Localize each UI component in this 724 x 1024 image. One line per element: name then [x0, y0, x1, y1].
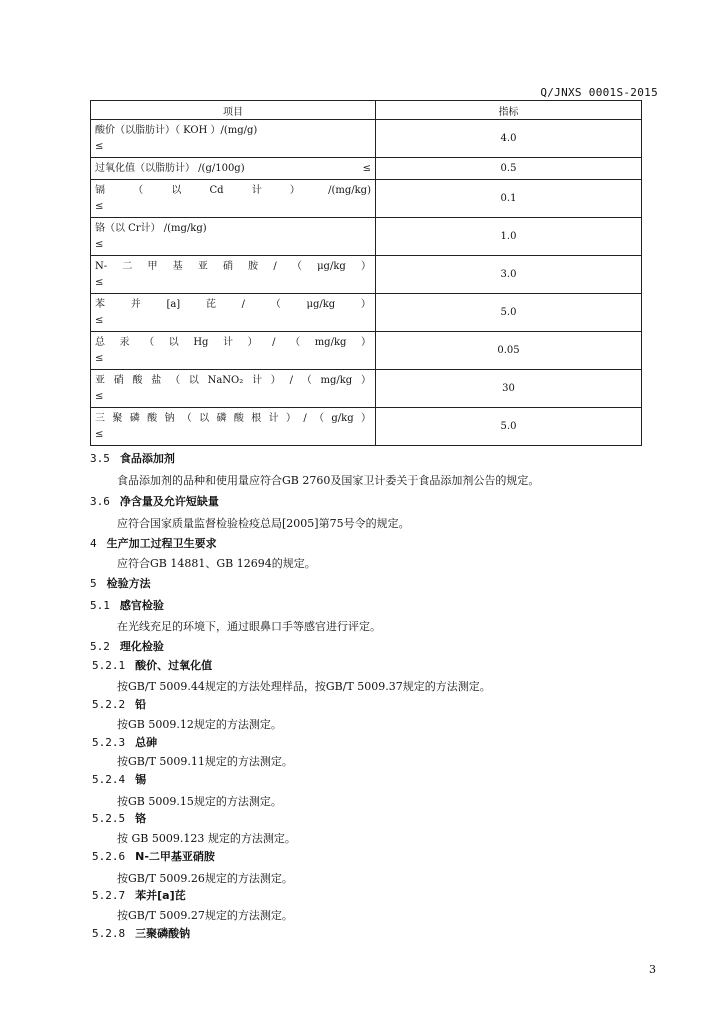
- section-number: 5.2.8: [92, 927, 126, 940]
- section-number: 5.2: [90, 640, 110, 653]
- header-item: 项目: [91, 101, 376, 120]
- item-name: [95, 335, 371, 351]
- less-equal-symbol: ≤: [95, 141, 104, 152]
- section-number: 3.5: [90, 452, 110, 465]
- item-name-part: 二: [122, 261, 133, 272]
- item-name-part: 以: [188, 375, 199, 386]
- item-name-part: ）: [360, 261, 371, 272]
- item-name-part: 亚: [95, 375, 105, 386]
- item-cell: [91, 180, 376, 218]
- table-row: [91, 408, 642, 446]
- item-name: [95, 297, 371, 313]
- item-name-part: 酸: [132, 375, 143, 386]
- value-cell: 0.1: [376, 180, 642, 218]
- item-name-part: 甲: [147, 261, 158, 272]
- item-name-part: 酸: [233, 413, 244, 424]
- section-title: 食品添加剂: [119, 452, 175, 465]
- section-title: 三聚磷酸钠: [135, 927, 191, 940]
- section-title: N-二甲基亚硝胺: [135, 850, 215, 863]
- item-name-part: μg/kg: [306, 299, 336, 310]
- paragraph: 按GB 5009.12规定的方法测定。: [117, 718, 282, 731]
- item-name-part: 基: [172, 261, 183, 272]
- item-name-part: 计: [268, 413, 279, 424]
- section-title: 生产加工过程卫生要求: [106, 537, 217, 550]
- item-name-part: ）: [360, 299, 371, 310]
- section-heading: [90, 450, 175, 466]
- item-name-part: μg/kg: [317, 261, 346, 272]
- section-title: 酸价、过氧化值: [135, 659, 213, 672]
- item-cell: [91, 218, 376, 256]
- section-heading: [92, 810, 146, 826]
- item-name-part: 硝: [113, 375, 124, 386]
- item-name-part: /(mg/kg): [328, 185, 371, 196]
- section-number: 5.2.7: [92, 889, 126, 902]
- item-cell: [91, 256, 376, 294]
- section-heading: [90, 575, 151, 591]
- item-name-part: 磷: [129, 413, 140, 424]
- table-body: [91, 120, 642, 446]
- paragraph: 按 GB 5009.123 规定的方法测定。: [117, 832, 296, 845]
- item-name-part: （: [133, 185, 144, 196]
- item-name-part: 汞: [119, 337, 130, 348]
- item-name-part: N-: [95, 261, 108, 272]
- item-name-part: ）: [361, 337, 371, 348]
- item-name-part: Hg: [193, 337, 209, 348]
- section-number: 5.2.6: [92, 850, 126, 863]
- paragraph: 在光线充足的环境下，通过眼鼻口手等感官进行评定。: [117, 620, 381, 633]
- section-number: 5: [90, 577, 97, 590]
- item-name-part: 总: [95, 337, 105, 348]
- section-heading: [92, 848, 215, 864]
- section-number: 3.6: [90, 495, 110, 508]
- table-row: [91, 180, 642, 218]
- paragraph: 按GB 5009.15规定的方法测定。: [117, 795, 282, 808]
- item-name-part: 胺: [248, 261, 259, 272]
- paragraph: 按GB/T 5009.26规定的方法测定。: [117, 872, 293, 885]
- item-name-part: ）: [289, 185, 300, 196]
- section-title: 净含量及允许短缺量: [119, 495, 219, 508]
- section-title: 总砷: [135, 736, 158, 749]
- item-cell: [91, 120, 376, 158]
- item-cell: [91, 332, 376, 370]
- item-name-part: [a]: [166, 299, 181, 310]
- section-number: 5.1: [90, 599, 110, 612]
- item-name: [95, 123, 371, 139]
- item-name-part: 磷: [216, 413, 227, 424]
- item-name-part: ）: [361, 413, 371, 424]
- item-name-part: ）: [360, 375, 371, 386]
- item-name-part: mg/kg: [320, 375, 353, 386]
- value-cell: 0.05: [376, 332, 642, 370]
- less-equal-symbol: ≤: [95, 239, 104, 250]
- paragraph: 食品添加剂的品种和使用量应符合GB 2760及国家卫计委关于食品添加剂公告的规定。: [117, 474, 540, 487]
- item-name-part: 芘: [205, 299, 216, 310]
- item-name-part: mg/kg: [314, 337, 347, 348]
- table-row: [91, 332, 642, 370]
- item-name-part: /: [241, 299, 246, 310]
- item-cell: [91, 408, 376, 446]
- item-name-part: Cd: [209, 185, 224, 196]
- section-heading: [90, 493, 219, 509]
- item-name: [95, 183, 371, 199]
- item-name: [95, 161, 371, 177]
- value-cell: 30: [376, 370, 642, 408]
- item-name-part: （: [314, 413, 325, 424]
- table-row: [91, 256, 642, 294]
- item-name-part: （: [144, 337, 155, 348]
- paragraph: 按GB/T 5009.27规定的方法测定。: [117, 909, 293, 922]
- section-heading: [90, 535, 217, 551]
- item-name-part: 以: [199, 413, 210, 424]
- item-name-part: 三: [95, 413, 105, 424]
- item-name-part: 钠: [164, 413, 175, 424]
- table-row: [91, 218, 642, 256]
- section-title: 理化检验: [119, 640, 164, 653]
- value-cell: 1.0: [376, 218, 642, 256]
- item-name: [95, 411, 371, 427]
- item-name: [95, 259, 371, 275]
- less-equal-symbol: ≤: [95, 277, 104, 288]
- value-cell: 4.0: [376, 120, 642, 158]
- paragraph: 应符合GB 14881、GB 12694的规定。: [117, 557, 316, 570]
- section-title: 检验方法: [106, 577, 151, 590]
- less-equal-symbol: ≤: [95, 429, 104, 440]
- item-name-part: 以: [168, 337, 179, 348]
- item-cell: [91, 370, 376, 408]
- value-cell: 0.5: [376, 158, 642, 180]
- item-name-part: ≤: [362, 163, 371, 174]
- value-cell: 5.0: [376, 294, 642, 332]
- item-name-part: ）: [270, 375, 281, 386]
- item-name-part: 盐: [151, 375, 162, 386]
- section-number: 5.2.3: [92, 736, 126, 749]
- section-heading: [90, 638, 164, 654]
- section-number: 4: [90, 537, 97, 550]
- item-name-part: /: [273, 261, 277, 272]
- less-equal-symbol: ≤: [95, 315, 104, 326]
- item-name-part: /: [303, 413, 307, 424]
- item-cell: [91, 158, 376, 180]
- spec-table: [90, 100, 642, 446]
- item-name: [95, 221, 371, 237]
- section-number: 5.2.4: [92, 773, 126, 786]
- item-name-part: 计: [252, 375, 263, 386]
- less-equal-symbol: ≤: [95, 201, 104, 212]
- less-equal-symbol: ≤: [95, 391, 104, 402]
- item-name-part: 聚: [112, 413, 123, 424]
- item-name-part: （: [270, 299, 281, 310]
- value-cell: 5.0: [376, 408, 642, 446]
- section-title: 铅: [135, 698, 147, 711]
- section-title: 锡: [135, 773, 147, 786]
- item-name-part: 根: [251, 413, 262, 424]
- section-heading: [92, 734, 157, 750]
- item-name-part: 镉: [95, 185, 105, 196]
- item-name-part: （: [181, 413, 192, 424]
- item-name-part: g/kg: [331, 413, 354, 424]
- section-title: 铬: [135, 812, 147, 825]
- item-name-part: 计: [251, 185, 262, 196]
- paragraph: 按GB/T 5009.44规定的方法处理样品，按GB/T 5009.37规定的方法测定。: [117, 680, 491, 693]
- section-heading: [92, 887, 186, 903]
- paragraph: 按GB/T 5009.11规定的方法测定。: [117, 755, 293, 768]
- section-heading: [92, 657, 212, 673]
- section-number: 5.2.1: [92, 659, 126, 672]
- item-name-part: 亚: [197, 261, 208, 272]
- section-number: 5.2.2: [92, 698, 126, 711]
- item-name-part: （: [170, 375, 181, 386]
- document-code: Q/JNXS 0001S-2015: [540, 86, 658, 99]
- item-name-part: 计: [223, 337, 234, 348]
- item-name-part: ）: [285, 413, 296, 424]
- item-name-part: ）: [247, 337, 258, 348]
- item-name-part: （: [291, 261, 302, 272]
- section-title: 苯并[a]芘: [135, 889, 186, 902]
- page-number: 3: [649, 963, 656, 976]
- section-heading: [92, 925, 190, 941]
- item-name: [95, 373, 371, 389]
- table-row: [91, 370, 642, 408]
- less-equal-symbol: ≤: [95, 353, 104, 364]
- item-name-part: /: [289, 375, 293, 386]
- header-value: 指标: [376, 101, 642, 120]
- section-number: 5.2.5: [92, 812, 126, 825]
- section-heading: [92, 696, 146, 712]
- item-name-part: （: [301, 375, 312, 386]
- item-name-part: 酸价（以脂肪计）（ KOH ）/(mg/g): [95, 125, 258, 136]
- table-row: [91, 120, 642, 158]
- item-name-part: 苯: [95, 299, 105, 310]
- section-title: 感官检验: [119, 599, 164, 612]
- item-name-part: 以: [171, 185, 182, 196]
- item-name-part: 并: [130, 299, 141, 310]
- item-name-part: 过氧化值（以脂肪计） /(g/100g): [95, 163, 245, 174]
- table-header-row: [91, 101, 642, 120]
- item-name-part: 铬（以 Cr计） /(mg/kg): [95, 223, 207, 234]
- item-name-part: 硝: [223, 261, 233, 272]
- item-name-part: 酸: [147, 413, 158, 424]
- section-heading: [90, 597, 164, 613]
- item-name-part: NaNO₂: [207, 375, 244, 386]
- value-cell: 3.0: [376, 256, 642, 294]
- paragraph: 应符合国家质量监督检验检疫总局[2005]第75号令的规定。: [117, 517, 410, 530]
- item-name-part: /: [272, 337, 276, 348]
- item-cell: [91, 294, 376, 332]
- section-heading: [92, 771, 146, 787]
- item-name-part: （: [290, 337, 301, 348]
- table-row: [91, 294, 642, 332]
- table-row: [91, 158, 642, 180]
